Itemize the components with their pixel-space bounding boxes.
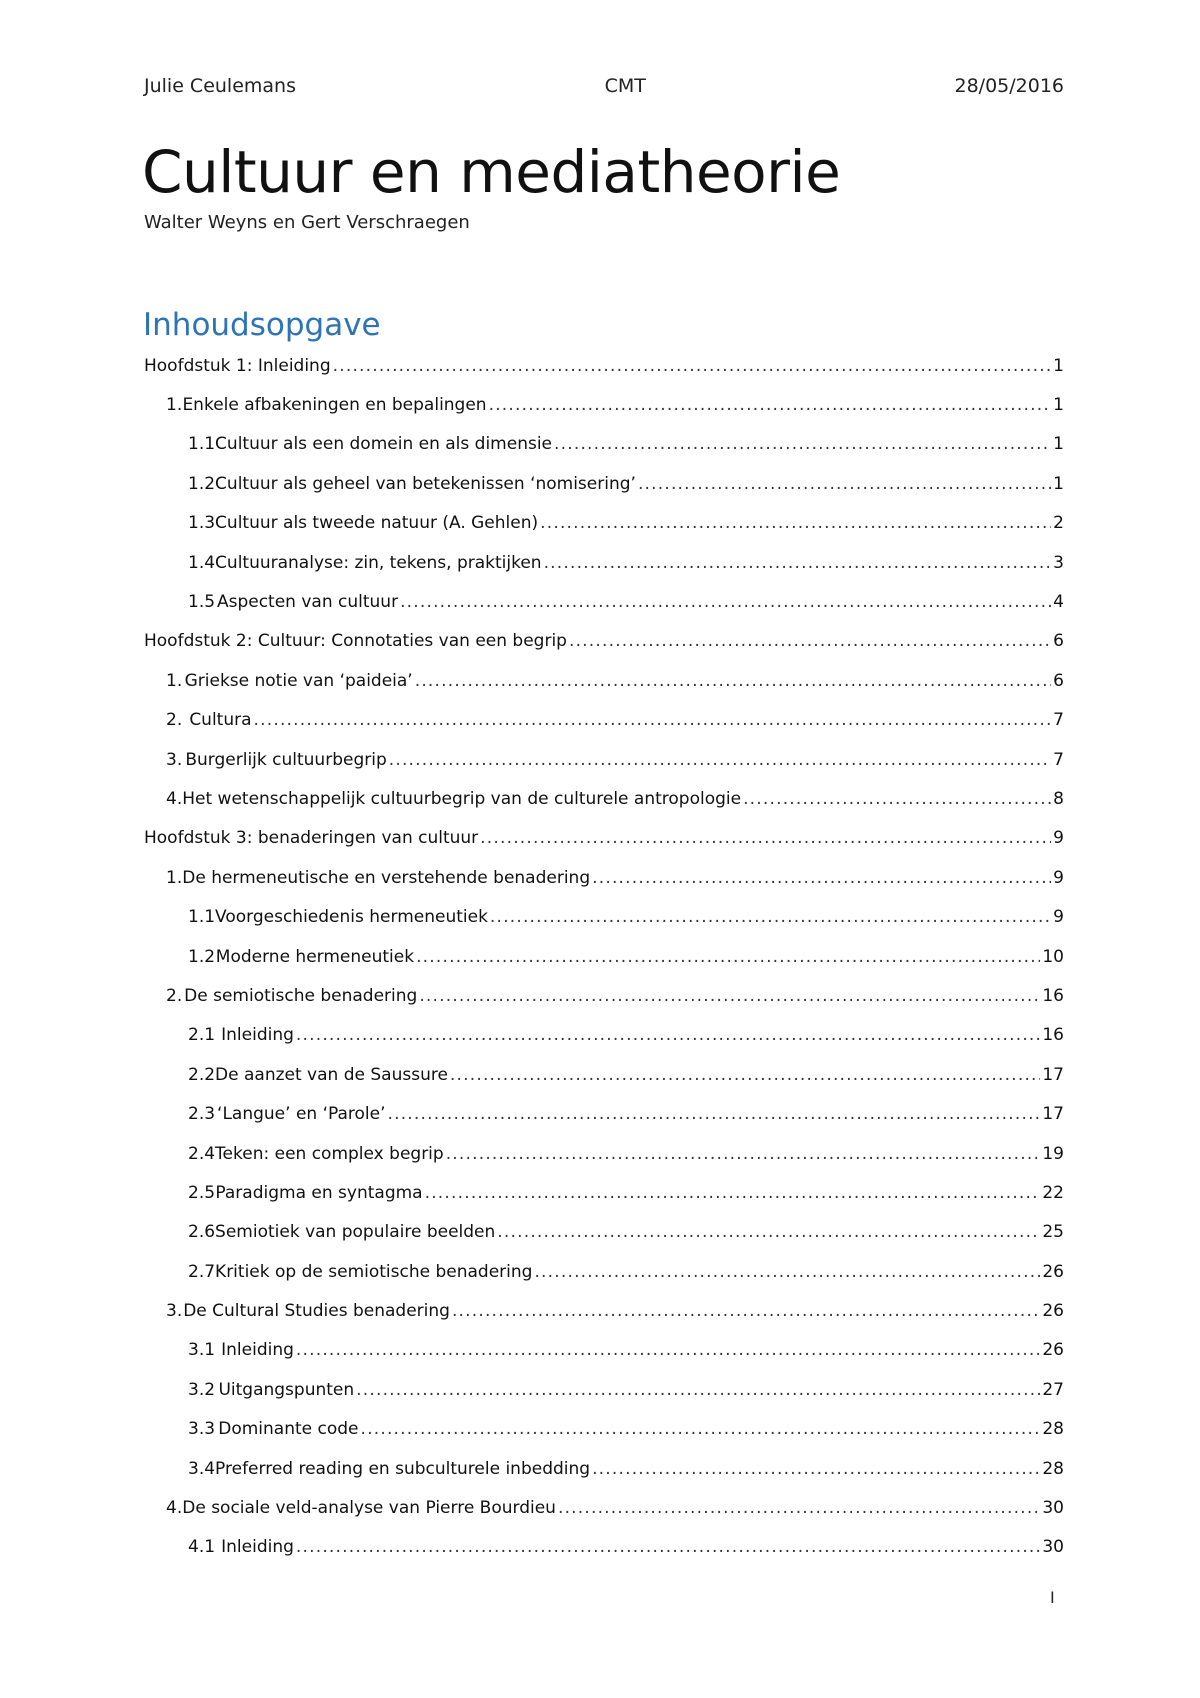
toc-entry-title: Burgerlijk cultuurbegrip [185,749,387,770]
toc-entry-page: 6 [1053,670,1064,691]
toc-dot-leader [296,1537,1040,1557]
toc-entry-title: De Cultural Studies benadering [183,1301,450,1322]
toc-entry-title: Griekse notie van ‘paideia’ [184,670,413,691]
toc-entry-number: 3.4 [188,1458,216,1479]
toc-entry[interactable] [144,1094,1064,1133]
toc-dot-leader [544,553,1052,573]
toc-entry[interactable] [144,1488,1064,1527]
toc-entry-title: De hermeneutische en verstehende benadering [182,867,591,888]
page-number: I [1050,1588,1055,1607]
toc-entry-number: 4.1 [188,1537,216,1558]
toc-entry-title: Hoofdstuk 2: Cultuur: Connotaties van een begrip [144,631,567,652]
toc-entry-number: 1. [166,670,183,691]
toc-dot-leader [450,1065,1040,1085]
toc-entry-title: Teken: een complex begrip [215,1143,444,1164]
toc-entry-number: 3.2 [188,1379,216,1400]
toc-entry-number: 1.1 [188,434,216,455]
toc-entry-page: 9 [1053,867,1064,888]
toc-dot-leader [743,789,1051,809]
toc-entry[interactable] [144,1134,1064,1173]
toc-dot-leader [638,474,1051,494]
toc-entry-page: 17 [1042,1104,1064,1125]
toc-entry-number: 3.3 [188,1419,216,1440]
header-author: Julie Ceulemans [144,75,296,97]
toc-entry[interactable] [144,779,1064,818]
toc-dot-leader [540,513,1051,533]
toc-entry-title: Hoofdstuk 1: Inleiding [144,355,331,376]
toc-entry-page: 8 [1053,788,1064,809]
toc-entry-number: 1.1 [188,907,216,928]
toc-entry-number: 2.1 [188,1025,216,1046]
toc-dot-leader [356,1380,1040,1400]
toc-entry[interactable] [144,464,1064,503]
toc-entry-number: 1.5 [188,592,216,613]
toc-dot-leader [490,907,1051,927]
toc-entry-number: 2.6 [188,1222,216,1243]
toc-dot-leader [254,710,1052,730]
header-date: 28/05/2016 [954,75,1064,97]
toc-entry-page: 3 [1053,552,1064,573]
toc-entry-page: 25 [1042,1222,1064,1243]
toc-dot-leader [333,356,1052,376]
toc-entry[interactable] [144,1016,1064,1055]
toc-entry-number: 3.1 [188,1340,216,1361]
toc-entry[interactable] [144,740,1064,779]
toc-entry[interactable] [144,1370,1064,1409]
toc-entry-title: Moderne hermeneutiek [215,946,415,967]
toc-entry-page: 22 [1042,1182,1064,1203]
toc-entry-title: De sociale veld-analyse van Pierre Bourdieu [182,1498,556,1519]
toc-entry-page: 30 [1042,1498,1064,1519]
toc-entry-number: 1.4 [188,552,216,573]
toc-dot-leader [419,986,1040,1006]
toc-dot-leader [554,434,1051,454]
toc-entry-number: 1.3 [188,513,216,534]
toc-entry-page: 4 [1053,592,1064,613]
toc-entry-page: 19 [1042,1143,1064,1164]
toc-entry[interactable] [144,701,1064,740]
toc-entry-title: Preferred reading en subculturele inbedding [215,1458,591,1479]
toc-entry-title: Cultura [189,710,252,731]
document-title: Cultuur en mediatheorie [142,138,841,206]
toc-entry-title: ‘Langue’ en ‘Parole’ [217,1104,386,1125]
toc-entry[interactable] [144,937,1064,976]
toc-entry[interactable] [144,1528,1064,1567]
toc-dot-leader [425,1183,1041,1203]
toc-entry-page: 28 [1042,1458,1064,1479]
toc-dot-leader [592,868,1051,888]
toc-entry-title: Uitgangspunten [218,1379,355,1400]
toc-entry-number: 1.2 [188,946,216,967]
toc-entry-number: 2. [166,710,183,731]
toc-entry[interactable] [144,1291,1064,1330]
toc-entry-title: Paradigma en syntagma [215,1182,423,1203]
toc-entry[interactable] [144,1410,1064,1449]
toc-entry[interactable] [144,1252,1064,1291]
toc-entry-page: 16 [1042,1025,1064,1046]
toc-entry-number: 1. [166,867,183,888]
toc-entry-title: Cultuur als een domein en als dimensie [215,434,553,455]
toc-dot-leader [389,750,1051,770]
toc-entry-number: 2.4 [188,1143,216,1164]
toc-entry[interactable] [144,1213,1064,1252]
toc-entry[interactable] [144,543,1064,582]
toc-dot-leader [592,1459,1040,1479]
toc-entry-title: Semiotiek van populaire beelden [215,1222,496,1243]
toc-entry-number: 4. [166,788,183,809]
toc-dot-leader [534,1262,1040,1282]
toc-entry[interactable] [144,819,1064,858]
document-subtitle: Walter Weyns en Gert Verschraegen [144,212,470,233]
toc-entry-page: 9 [1053,907,1064,928]
toc-entry-number: 2.7 [188,1261,216,1282]
toc-entry[interactable] [144,1449,1064,1488]
toc-entry-title: Enkele afbakeningen en bepalingen [182,395,487,416]
toc-dot-leader [480,828,1051,848]
toc-entry-number: 2. [166,985,183,1006]
toc-entry[interactable] [144,1055,1064,1094]
toc-entry-page: 7 [1053,749,1064,770]
toc-entry[interactable] [144,504,1064,543]
toc-entry[interactable] [144,976,1064,1015]
toc-entry-number: 4. [166,1498,183,1519]
toc-entry[interactable] [144,661,1064,700]
toc-entry-title: Kritiek op de semiotische benadering [215,1261,533,1282]
toc-entry-page: 17 [1042,1064,1064,1085]
toc-entry-number: 1.2 [188,473,216,494]
toc-entry-title: Dominante code [218,1419,359,1440]
toc-entry-page: 9 [1053,828,1064,849]
toc-entry-page: 26 [1042,1261,1064,1282]
toc-entry-title: Het wetenschappelijk cultuurbegrip van de culturele antropologie [182,788,742,809]
toc-dot-leader [446,1144,1041,1164]
toc-entry-page: 10 [1042,946,1064,967]
toc-dot-leader [361,1419,1041,1439]
toc-entry[interactable] [144,385,1064,424]
toc-dot-leader [388,1104,1041,1124]
toc-dot-leader [489,395,1052,415]
toc-entry[interactable] [144,582,1064,621]
toc-entry-number: 1. [166,395,183,416]
toc-entry[interactable] [144,622,1064,661]
toc-entry-page: 2 [1053,513,1064,534]
toc-entry-number: 3. [166,1301,183,1322]
toc-entry-page: 26 [1042,1340,1064,1361]
toc-entry-title: De aanzet van de Saussure [215,1064,448,1085]
toc-entry-page: 1 [1053,434,1064,455]
toc-entry-page: 26 [1042,1301,1064,1322]
toc-entry-title: Cultuur als geheel van betekenissen ‘nomisering’ [215,473,636,494]
toc-entry[interactable] [144,897,1064,936]
table-of-contents [144,346,1064,1567]
toc-entry-page: 6 [1053,631,1064,652]
toc-dot-leader [296,1025,1040,1045]
toc-dot-leader [558,1498,1040,1518]
toc-entry-title: Inleiding [221,1340,294,1361]
toc-entry-title: Inleiding [221,1537,294,1558]
toc-entry-page: 7 [1053,710,1064,731]
toc-entry-title: Inleiding [221,1025,294,1046]
toc-entry-title: Cultuuranalyse: zin, tekens, praktijken [215,552,542,573]
toc-dot-leader [497,1222,1040,1242]
toc-dot-leader [400,592,1051,612]
header-course-code: CMT [604,75,646,97]
toc-entry[interactable] [144,1331,1064,1370]
toc-entry-title: Aspecten van cultuur [216,592,399,613]
toc-dot-leader [452,1301,1040,1321]
toc-entry[interactable] [144,425,1064,464]
toc-dot-leader [569,631,1051,651]
toc-entry-page: 1 [1053,355,1064,376]
toc-entry-page: 28 [1042,1419,1064,1440]
toc-entry-number: 2.3 [188,1104,216,1125]
toc-entry-page: 1 [1053,395,1064,416]
toc-heading: Inhoudsopgave [143,307,381,343]
toc-entry-number: 2.2 [188,1064,216,1085]
toc-dot-leader [416,947,1040,967]
toc-entry-page: 30 [1042,1537,1064,1558]
toc-entry-title: Cultuur als tweede natuur (A. Gehlen) [215,513,539,534]
toc-entry-number: 3. [166,749,183,770]
toc-entry-page: 1 [1053,473,1064,494]
page-header [144,75,1064,97]
toc-entry-page: 27 [1042,1379,1064,1400]
toc-entry[interactable] [144,346,1064,385]
toc-dot-leader [296,1340,1040,1360]
toc-dot-leader [415,671,1051,691]
toc-entry[interactable] [144,858,1064,897]
toc-entry-page: 16 [1042,985,1064,1006]
toc-entry-title: Hoofdstuk 3: benaderingen van cultuur [144,828,479,849]
toc-entry-title: De semiotische benadering [184,985,418,1006]
toc-entry-title: Voorgeschiedenis hermeneutiek [215,907,488,928]
toc-entry-number: 2.5 [188,1182,216,1203]
toc-entry[interactable] [144,1173,1064,1212]
